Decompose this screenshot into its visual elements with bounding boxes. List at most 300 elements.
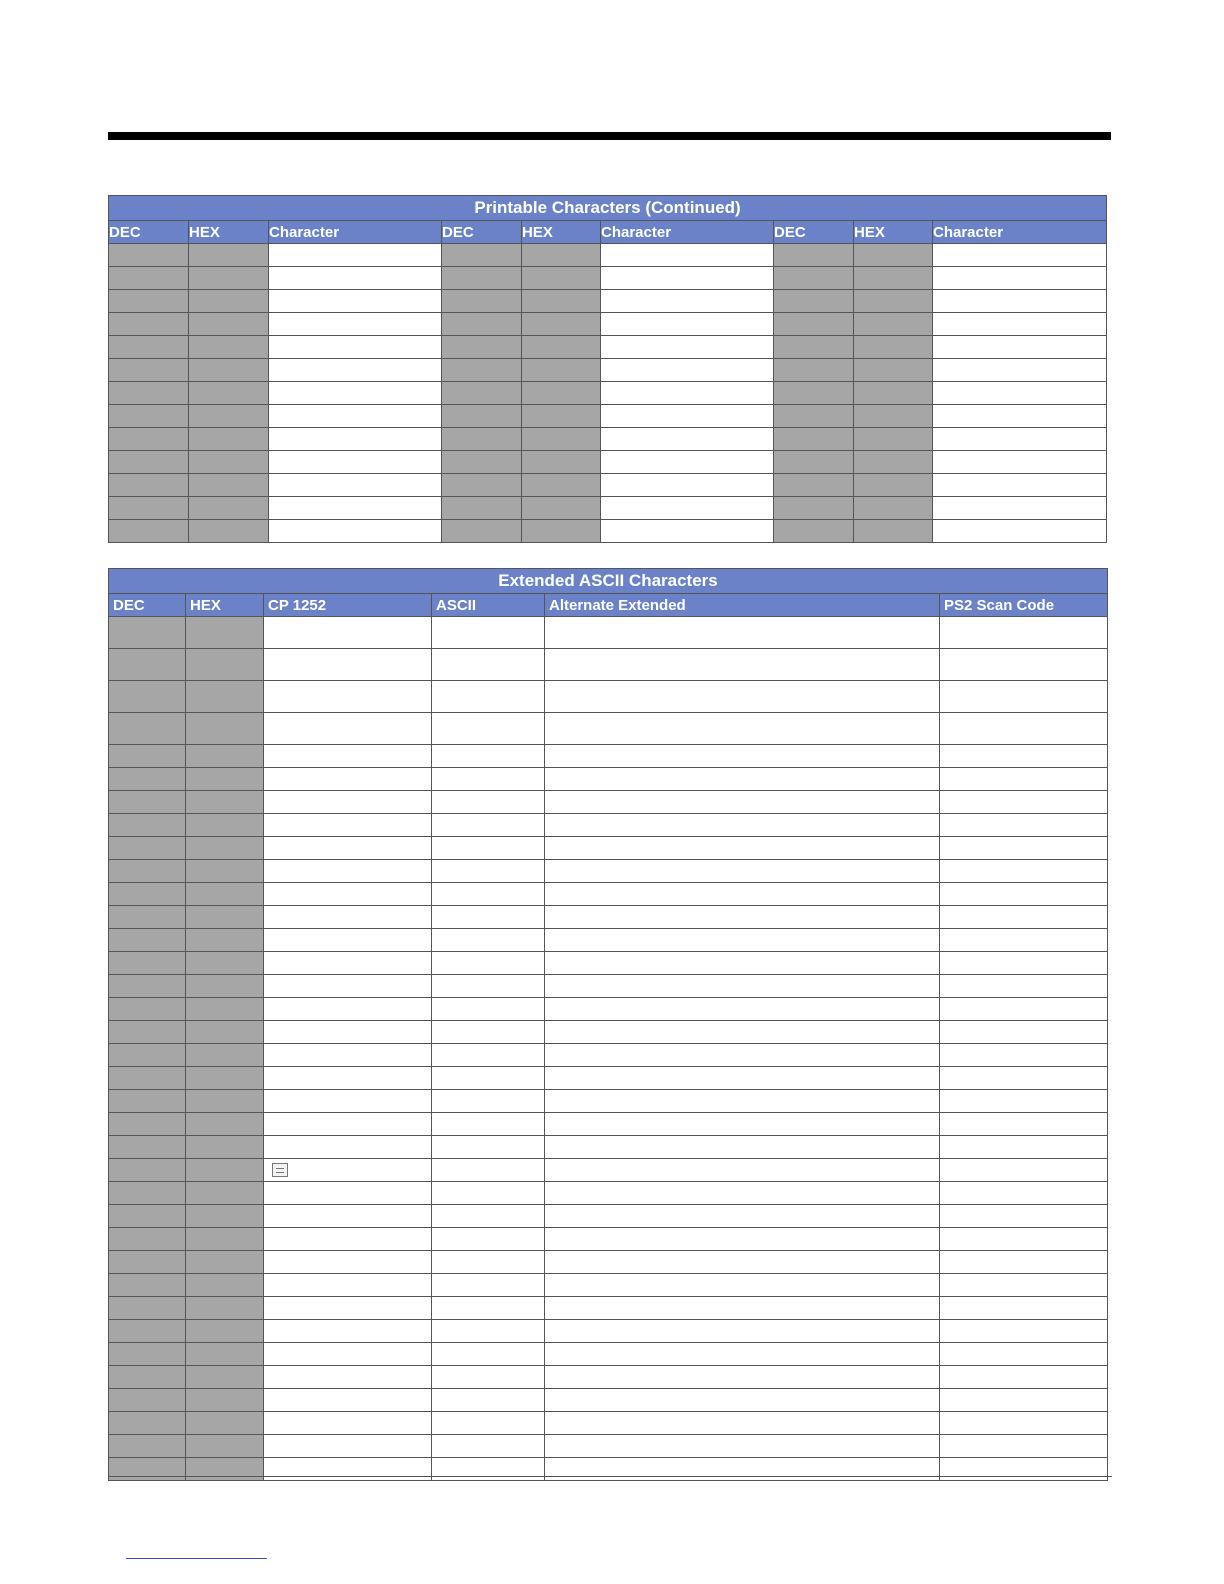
table-cell <box>940 1182 1108 1205</box>
table-cell <box>189 290 269 313</box>
table-cell <box>522 382 601 405</box>
table-cell <box>432 1044 545 1067</box>
table-cell <box>933 244 1107 267</box>
table-cell <box>432 929 545 952</box>
table-cell <box>186 791 264 814</box>
table-cell <box>854 244 933 267</box>
table-row <box>109 1021 1108 1044</box>
table-cell <box>186 814 264 837</box>
table-cell <box>264 906 432 929</box>
table-cell <box>109 713 186 745</box>
table-cell <box>109 290 189 313</box>
table-cell <box>186 1228 264 1251</box>
table-row <box>109 1343 1108 1366</box>
footer-rule <box>108 1476 1112 1477</box>
table-cell <box>601 313 774 336</box>
table-row <box>109 313 1107 336</box>
column-header-ascii: ASCII <box>432 594 545 617</box>
table-cell <box>109 860 186 883</box>
table-cell <box>522 520 601 543</box>
table-row <box>109 768 1108 791</box>
table-cell <box>940 745 1108 768</box>
table-cell <box>109 1343 186 1366</box>
table-cell <box>109 1251 186 1274</box>
table-cell <box>940 1090 1108 1113</box>
table-cell <box>264 1067 432 1090</box>
table-cell <box>432 1412 545 1435</box>
table-row <box>109 1228 1108 1251</box>
table-cell <box>432 713 545 745</box>
table-cell <box>940 1159 1108 1182</box>
table-cell <box>109 649 186 681</box>
table-cell <box>432 1274 545 1297</box>
table-cell <box>854 428 933 451</box>
table-cell <box>432 1067 545 1090</box>
table-cell <box>774 359 854 382</box>
table-cell <box>269 290 442 313</box>
table-title: Extended ASCII Characters <box>109 569 1108 594</box>
table-cell <box>432 617 545 649</box>
table-cell <box>545 681 940 713</box>
table-cell <box>264 649 432 681</box>
table-row <box>109 1067 1108 1090</box>
table-cell <box>109 336 189 359</box>
printable-characters-table <box>108 195 1107 543</box>
table-cell <box>432 975 545 998</box>
table-cell <box>601 497 774 520</box>
table-row <box>109 906 1108 929</box>
table-cell <box>264 814 432 837</box>
table-cell <box>109 837 186 860</box>
table-cell <box>269 244 442 267</box>
table-row <box>109 649 1108 681</box>
table-cell <box>854 405 933 428</box>
character-glyph-icon <box>272 1163 288 1177</box>
table-cell <box>601 267 774 290</box>
table-cell <box>940 1205 1108 1228</box>
table-cell <box>109 267 189 290</box>
table-cell <box>186 906 264 929</box>
table-cell <box>432 1136 545 1159</box>
table-cell <box>432 952 545 975</box>
table-cell <box>940 1136 1108 1159</box>
table-cell <box>109 382 189 405</box>
table-cell <box>109 1320 186 1343</box>
table-row <box>109 1044 1108 1067</box>
table-cell <box>189 359 269 382</box>
table-cell <box>109 1274 186 1297</box>
table-cell <box>109 883 186 906</box>
table-cell <box>545 883 940 906</box>
table-cell <box>269 474 442 497</box>
table-cell <box>264 1297 432 1320</box>
table-cell <box>186 998 264 1021</box>
table-cell <box>854 451 933 474</box>
table-row <box>109 1389 1108 1412</box>
table-row <box>109 1159 1108 1182</box>
table-cell <box>264 1228 432 1251</box>
table-cell <box>442 474 522 497</box>
table-cell <box>933 474 1107 497</box>
table-cell <box>186 1435 264 1458</box>
table-row <box>109 336 1107 359</box>
table-row <box>109 998 1108 1021</box>
table-cell <box>109 1389 186 1412</box>
table-cell <box>940 1435 1108 1458</box>
table-cell <box>545 1021 940 1044</box>
table-cell <box>442 336 522 359</box>
table-cell <box>940 1389 1108 1412</box>
table-cell <box>432 1435 545 1458</box>
table-cell <box>940 1320 1108 1343</box>
table-cell <box>940 906 1108 929</box>
table-cell <box>264 1159 432 1182</box>
column-header-dec: DEC <box>109 221 189 244</box>
table-cell <box>186 1343 264 1366</box>
table-cell <box>186 952 264 975</box>
table-cell <box>545 929 940 952</box>
table-cell <box>545 1274 940 1297</box>
table-cell <box>269 451 442 474</box>
table-cell <box>264 929 432 952</box>
table-cell <box>933 497 1107 520</box>
table-cell <box>269 520 442 543</box>
table-cell <box>933 336 1107 359</box>
table-cell <box>269 267 442 290</box>
table-cell <box>432 1389 545 1412</box>
table-cell <box>186 929 264 952</box>
table-cell <box>264 952 432 975</box>
column-header-character: Character <box>601 221 774 244</box>
table-cell <box>264 1044 432 1067</box>
table-row <box>109 952 1108 975</box>
table-cell <box>264 617 432 649</box>
table-cell <box>545 837 940 860</box>
table-cell <box>432 1251 545 1274</box>
table-cell <box>940 1228 1108 1251</box>
table-cell <box>545 713 940 745</box>
table-cell <box>186 1389 264 1412</box>
table-cell <box>432 791 545 814</box>
table-cell <box>940 860 1108 883</box>
table-cell <box>601 474 774 497</box>
column-header-hex: HEX <box>854 221 933 244</box>
table-cell <box>774 244 854 267</box>
table-row <box>109 1090 1108 1113</box>
table-cell <box>545 1159 940 1182</box>
table-cell <box>189 382 269 405</box>
table-cell <box>264 1113 432 1136</box>
column-header-dec: DEC <box>109 594 186 617</box>
table-cell <box>442 313 522 336</box>
table-cell <box>940 998 1108 1021</box>
table-cell <box>189 313 269 336</box>
table-cell <box>264 975 432 998</box>
table-row <box>109 497 1107 520</box>
table-title: Printable Characters (Continued) <box>109 196 1107 221</box>
table-cell <box>940 791 1108 814</box>
table-cell <box>109 520 189 543</box>
table-cell <box>854 520 933 543</box>
table-cell <box>545 1389 940 1412</box>
table-cell <box>432 681 545 713</box>
column-header-character: Character <box>269 221 442 244</box>
table-cell <box>432 860 545 883</box>
table-cell <box>522 359 601 382</box>
table-cell <box>109 906 186 929</box>
table-cell <box>432 1159 545 1182</box>
table-cell <box>854 313 933 336</box>
table-cell <box>545 1113 940 1136</box>
table-cell <box>109 745 186 768</box>
table-cell <box>940 1044 1108 1067</box>
table-cell <box>545 1458 940 1481</box>
table-cell <box>940 617 1108 649</box>
table-row <box>109 1205 1108 1228</box>
table-cell <box>522 405 601 428</box>
table-cell <box>545 998 940 1021</box>
table-cell <box>109 428 189 451</box>
table-cell <box>774 290 854 313</box>
table-cell <box>442 244 522 267</box>
table-cell <box>109 952 186 975</box>
table-cell <box>522 474 601 497</box>
table-cell <box>186 768 264 791</box>
table-cell <box>545 814 940 837</box>
table-cell <box>545 1366 940 1389</box>
table-cell <box>854 497 933 520</box>
table-cell <box>432 1182 545 1205</box>
table-cell <box>940 1366 1108 1389</box>
table-cell <box>774 405 854 428</box>
table-row <box>109 1182 1108 1205</box>
table-cell <box>432 998 545 1021</box>
table-cell <box>545 745 940 768</box>
table-cell <box>109 1366 186 1389</box>
table-cell <box>774 382 854 405</box>
table-cell <box>264 713 432 745</box>
table-cell <box>442 267 522 290</box>
table-row <box>109 382 1107 405</box>
table-row <box>109 1458 1108 1481</box>
table-cell <box>109 497 189 520</box>
column-header-hex: HEX <box>186 594 264 617</box>
table-row <box>109 975 1108 998</box>
column-header-character: Character <box>933 221 1107 244</box>
table-cell <box>186 1320 264 1343</box>
table-cell <box>109 1113 186 1136</box>
table-cell <box>545 1412 940 1435</box>
table-cell <box>933 428 1107 451</box>
table-cell <box>109 244 189 267</box>
table-cell <box>601 520 774 543</box>
table-cell <box>109 1136 186 1159</box>
table-row <box>109 1366 1108 1389</box>
table-cell <box>774 497 854 520</box>
table-cell <box>186 1251 264 1274</box>
table-cell <box>109 1412 186 1435</box>
table-cell <box>545 860 940 883</box>
table-cell <box>442 451 522 474</box>
table-cell <box>186 1274 264 1297</box>
table-row <box>109 837 1108 860</box>
table-cell <box>432 1205 545 1228</box>
table-cell <box>432 906 545 929</box>
table-cell <box>854 474 933 497</box>
table-cell <box>601 359 774 382</box>
table-cell <box>545 1090 940 1113</box>
table-row <box>109 359 1107 382</box>
table-cell <box>186 745 264 768</box>
table-cell <box>432 1458 545 1481</box>
table-cell <box>109 359 189 382</box>
table-cell <box>545 768 940 791</box>
table-cell <box>264 1389 432 1412</box>
table-cell <box>933 520 1107 543</box>
table-cell <box>186 1297 264 1320</box>
table-cell <box>109 929 186 952</box>
table-cell <box>269 336 442 359</box>
table-cell <box>940 1021 1108 1044</box>
table-cell <box>264 791 432 814</box>
table-cell <box>186 1090 264 1113</box>
table-row <box>109 617 1108 649</box>
table-cell <box>264 1205 432 1228</box>
table-cell <box>522 313 601 336</box>
table-cell <box>933 313 1107 336</box>
table-cell <box>186 1067 264 1090</box>
table-row <box>109 681 1108 713</box>
table-cell <box>601 428 774 451</box>
table-cell <box>189 336 269 359</box>
table-cell <box>186 649 264 681</box>
header-row <box>109 594 1108 617</box>
table-cell <box>264 1366 432 1389</box>
table-cell <box>109 1067 186 1090</box>
table-cell <box>442 405 522 428</box>
table-cell <box>264 1021 432 1044</box>
table-cell <box>186 837 264 860</box>
table-cell <box>264 1136 432 1159</box>
table-cell <box>186 1205 264 1228</box>
table-cell <box>109 617 186 649</box>
table-cell <box>109 998 186 1021</box>
table-cell <box>545 1343 940 1366</box>
table-cell <box>601 336 774 359</box>
table-cell <box>186 617 264 649</box>
table-cell <box>442 520 522 543</box>
table-cell <box>940 1343 1108 1366</box>
table-row <box>109 405 1107 428</box>
table-cell <box>940 768 1108 791</box>
table-row <box>109 713 1108 745</box>
table-cell <box>189 267 269 290</box>
table-row <box>109 451 1107 474</box>
table-cell <box>545 791 940 814</box>
table-cell <box>109 814 186 837</box>
table-cell <box>432 745 545 768</box>
table-cell <box>109 1182 186 1205</box>
table-cell <box>109 1044 186 1067</box>
table-row <box>109 267 1107 290</box>
table-cell <box>774 520 854 543</box>
table-cell <box>442 428 522 451</box>
table-cell <box>269 405 442 428</box>
table-cell <box>109 791 186 814</box>
table-cell <box>522 336 601 359</box>
table-cell <box>854 290 933 313</box>
table-cell <box>186 1136 264 1159</box>
table-cell <box>774 474 854 497</box>
table-row <box>109 745 1108 768</box>
table-cell <box>264 1251 432 1274</box>
table-cell <box>432 1320 545 1343</box>
table-cell <box>545 1067 940 1090</box>
header-row <box>109 221 1107 244</box>
table-cell <box>940 1113 1108 1136</box>
table-cell <box>933 405 1107 428</box>
table-cell <box>432 1113 545 1136</box>
table-cell <box>940 814 1108 837</box>
table-cell <box>522 267 601 290</box>
column-header-ps2-scan-code: PS2 Scan Code <box>940 594 1108 617</box>
table-cell <box>940 975 1108 998</box>
table-cell <box>109 1021 186 1044</box>
table-cell <box>186 1021 264 1044</box>
table-cell <box>545 906 940 929</box>
table-cell <box>774 336 854 359</box>
table-cell <box>601 290 774 313</box>
table-cell <box>432 1090 545 1113</box>
table-cell <box>186 1412 264 1435</box>
table-row <box>109 290 1107 313</box>
table-cell <box>432 837 545 860</box>
table-cell <box>442 359 522 382</box>
table-cell <box>432 1228 545 1251</box>
table-cell <box>186 1366 264 1389</box>
table-cell <box>109 1297 186 1320</box>
table-cell <box>774 451 854 474</box>
table-cell <box>545 1228 940 1251</box>
table-cell <box>109 451 189 474</box>
column-header-cp-1252: CP 1252 <box>264 594 432 617</box>
table-cell <box>264 883 432 906</box>
table-cell <box>264 745 432 768</box>
table-cell <box>933 359 1107 382</box>
table-cell <box>545 1136 940 1159</box>
table-cell <box>264 1274 432 1297</box>
table-row <box>109 860 1108 883</box>
column-header-dec: DEC <box>442 221 522 244</box>
table-cell <box>264 837 432 860</box>
table-cell <box>109 768 186 791</box>
table-cell <box>432 814 545 837</box>
table-cell <box>601 382 774 405</box>
table-cell <box>854 336 933 359</box>
table-cell <box>109 1090 186 1113</box>
table-cell <box>545 975 940 998</box>
table-cell <box>522 244 601 267</box>
table-cell <box>442 382 522 405</box>
table-cell <box>545 1297 940 1320</box>
table-cell <box>933 382 1107 405</box>
table-cell <box>269 382 442 405</box>
table-cell <box>774 267 854 290</box>
table-cell <box>109 975 186 998</box>
table-cell <box>933 451 1107 474</box>
table-cell <box>264 1435 432 1458</box>
table-cell <box>189 244 269 267</box>
